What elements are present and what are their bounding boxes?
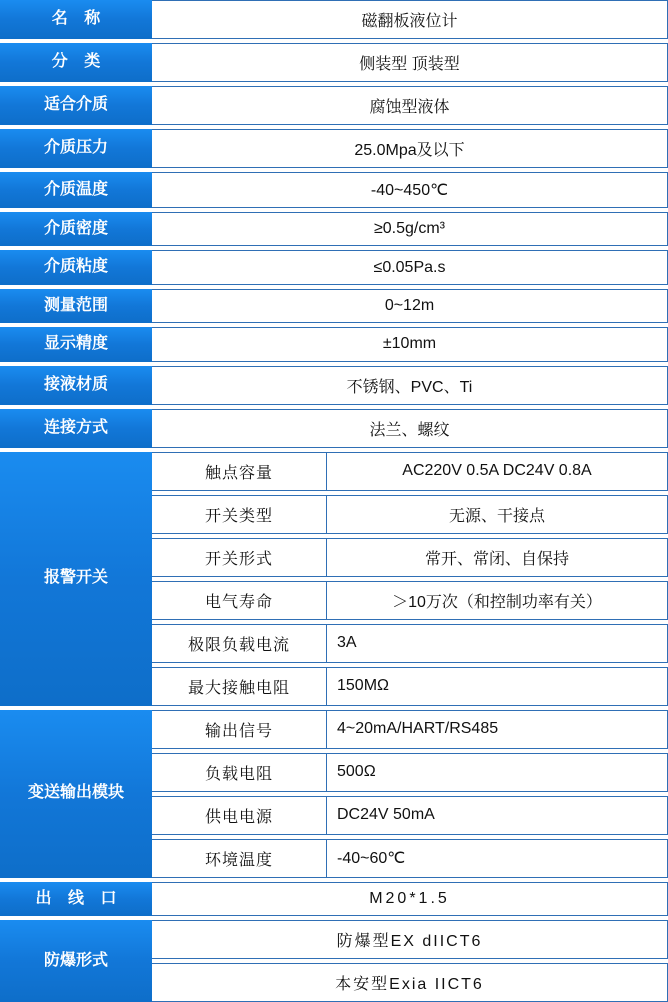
row-label: 显示精度 — [0, 327, 152, 361]
row-label: 介质密度 — [0, 212, 152, 246]
sub-row-value: 本安型Exia IICT6 — [152, 963, 668, 1002]
alarm-switch-items — [152, 452, 668, 706]
row-value: -40~450℃ — [152, 172, 668, 208]
sub-row-label: 极限负载电流 — [152, 624, 327, 663]
table-row — [0, 250, 668, 284]
sub-row — [152, 839, 668, 878]
row-value: 25.0Mpa及以下 — [152, 129, 668, 168]
explosion-proof-items — [152, 920, 668, 1002]
sub-row-value: 500Ω — [327, 753, 668, 792]
outlet-label: 出 线 口 — [0, 882, 152, 916]
sub-row-value: 4~20mA/HART/RS485 — [327, 710, 668, 749]
row-value: 不锈钢、PVC、Ti — [152, 366, 668, 405]
sub-row — [152, 963, 668, 1002]
table-row — [0, 212, 668, 246]
row-value: 0~12m — [152, 289, 668, 323]
sub-row — [152, 581, 668, 620]
row-value: ±10mm — [152, 327, 668, 361]
sub-row — [152, 920, 668, 959]
sub-row-label: 开关类型 — [152, 495, 327, 534]
row-value: 侧装型 顶装型 — [152, 43, 668, 82]
sub-row-value: AC220V 0.5A DC24V 0.8A — [327, 452, 668, 491]
row-value: 磁翻板液位计 — [152, 0, 668, 39]
sub-row-label: 负载电阻 — [152, 753, 327, 792]
explosion-proof-label: 防爆形式 — [0, 920, 152, 1002]
row-label: 接液材质 — [0, 366, 152, 405]
sub-row-value: 150MΩ — [327, 667, 668, 706]
row-label: 适合介质 — [0, 86, 152, 125]
sub-row — [152, 452, 668, 491]
sub-row-value: -40~60℃ — [327, 839, 668, 878]
sub-row-label: 环境温度 — [152, 839, 327, 878]
sub-row-label: 输出信号 — [152, 710, 327, 749]
table-row — [0, 409, 668, 448]
sub-row-value: 常开、常闭、自保持 — [327, 538, 668, 577]
table-row — [0, 86, 668, 125]
alarm-switch-group — [0, 452, 668, 706]
explosion-proof-group — [0, 920, 668, 1002]
outlet-row — [0, 882, 668, 916]
table-row — [0, 0, 668, 39]
sub-row-value: 防爆型EX dIICT6 — [152, 920, 668, 959]
sub-row — [152, 667, 668, 706]
row-value: ≤0.05Pa.s — [152, 250, 668, 284]
transmitter-module-label: 变送输出模块 — [0, 710, 152, 878]
row-label: 测量范围 — [0, 289, 152, 323]
row-label: 介质压力 — [0, 129, 152, 168]
sub-row — [152, 495, 668, 534]
sub-row — [152, 796, 668, 835]
row-value: 法兰、螺纹 — [152, 409, 668, 448]
row-value: 腐蚀型液体 — [152, 86, 668, 125]
table-row — [0, 366, 668, 405]
sub-row-label: 供电电源 — [152, 796, 327, 835]
row-label: 分 类 — [0, 43, 152, 82]
row-label: 介质粘度 — [0, 250, 152, 284]
outlet-value: M20*1.5 — [152, 882, 668, 916]
row-label: 连接方式 — [0, 409, 152, 448]
table-row — [0, 43, 668, 82]
table-row — [0, 327, 668, 361]
sub-row-value: 3A — [327, 624, 668, 663]
sub-row — [152, 624, 668, 663]
sub-row-label: 电气寿命 — [152, 581, 327, 620]
table-row — [0, 172, 668, 208]
sub-row-label: 开关形式 — [152, 538, 327, 577]
sub-row-label: 最大接触电阻 — [152, 667, 327, 706]
transmitter-module-items — [152, 710, 668, 878]
row-value: ≥0.5g/cm³ — [152, 212, 668, 246]
sub-row-label: 触点容量 — [152, 452, 327, 491]
table-row — [0, 289, 668, 323]
sub-row-value: DC24V 50mA — [327, 796, 668, 835]
row-label: 名 称 — [0, 0, 152, 39]
row-label: 介质温度 — [0, 172, 152, 208]
alarm-switch-label: 报警开关 — [0, 452, 152, 706]
sub-row — [152, 753, 668, 792]
sub-row-value: ＞10万次（和控制功率有关） — [327, 581, 668, 620]
transmitter-module-group — [0, 710, 668, 878]
sub-row-value: 无源、干接点 — [327, 495, 668, 534]
sub-row — [152, 710, 668, 749]
table-row — [0, 129, 668, 168]
sub-row — [152, 538, 668, 577]
